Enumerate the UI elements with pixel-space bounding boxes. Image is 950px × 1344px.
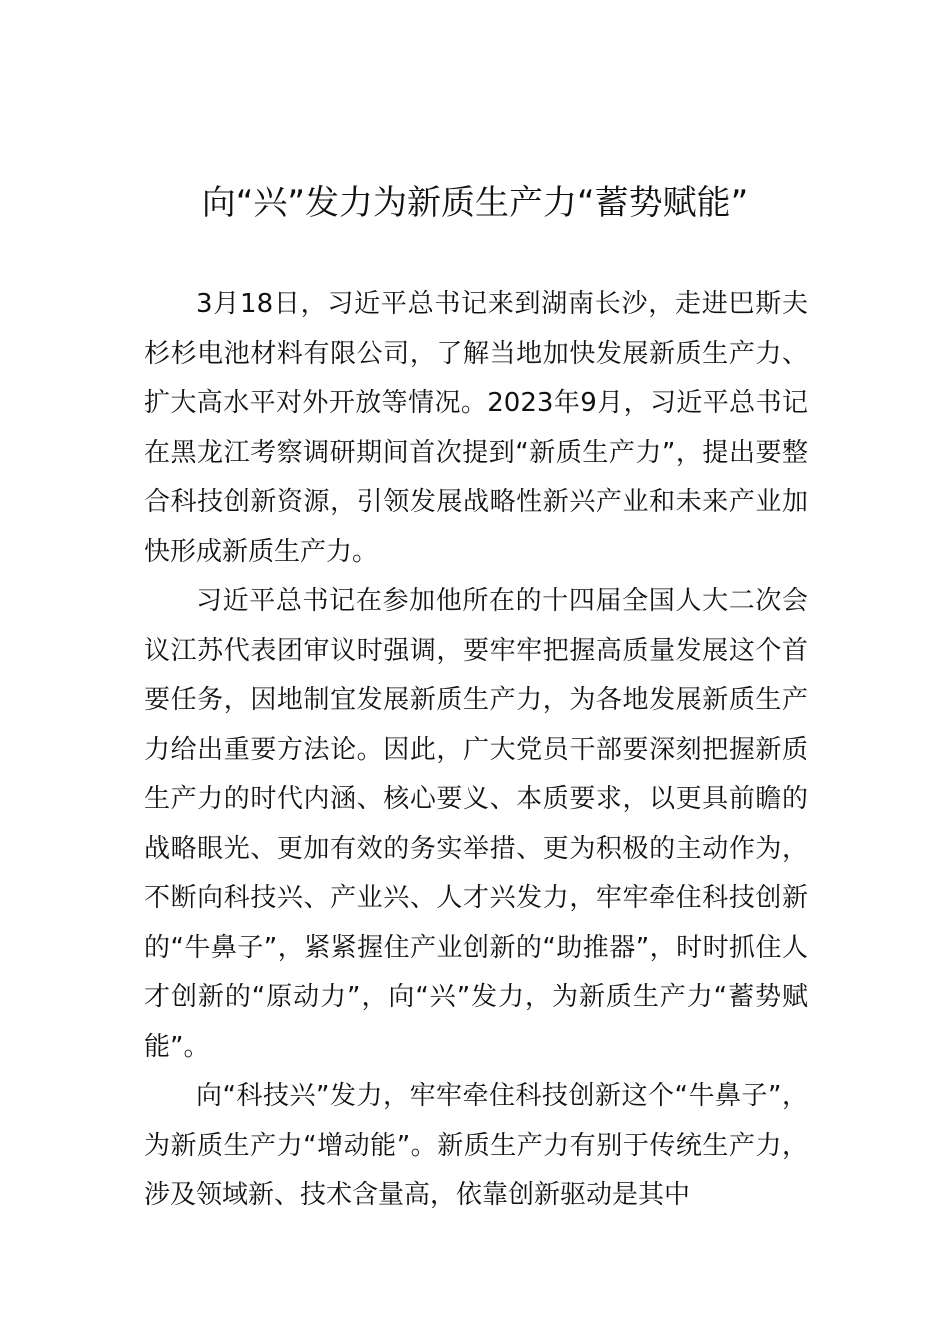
document-body [144,280,808,1221]
document-title: 向“兴”发力为新质生产力“蓄势赋能” [201,183,749,223]
paragraph-1: 3月18日，习近平总书记来到湖南长沙，走进巴斯夫杉杉电池材料有限公司，了解当地加快发展新质生产力、扩大高水平对外开放等情况。2023年9月，习近平总书记在黑龙江考察调研期间首次提到“新质生产力”，提出要整合科技创新资源，引领发展战略性新兴产业和未来产业加快形成新质生产力。 [144,289,808,567]
paragraph-3: 向“科技兴”发力，牢牢牵住科技创新这个“牛鼻子”，为新质生产力“增动能”。新质生产力有别于传统生产力，涉及领域新、技术含量高，依靠创新驱动是其中 [144,1081,808,1210]
paragraph-2: 习近平总书记在参加他所在的十四届全国人大二次会议江苏代表团审议时强调，要牢牢把握高质量发展这个首要任务，因地制宜发展新质生产力，为各地发展新质生产力给出重要方法论。因此，广大党员干部要深刻把握新质生产力的时代内涵、核心要义、本质要求，以更具前瞻的战略眼光、更加有效的务实举措、更为积极的主动作为，不断向科技兴、产业兴、人才兴发力，牢牢牵住科技创新的“牛鼻子”，紧紧握住产业创新的“助推器”，时时抓住人才创新的“原动力”，向“兴”发力，为新质生产力“蓄势赋能”。 [144,586,808,1062]
